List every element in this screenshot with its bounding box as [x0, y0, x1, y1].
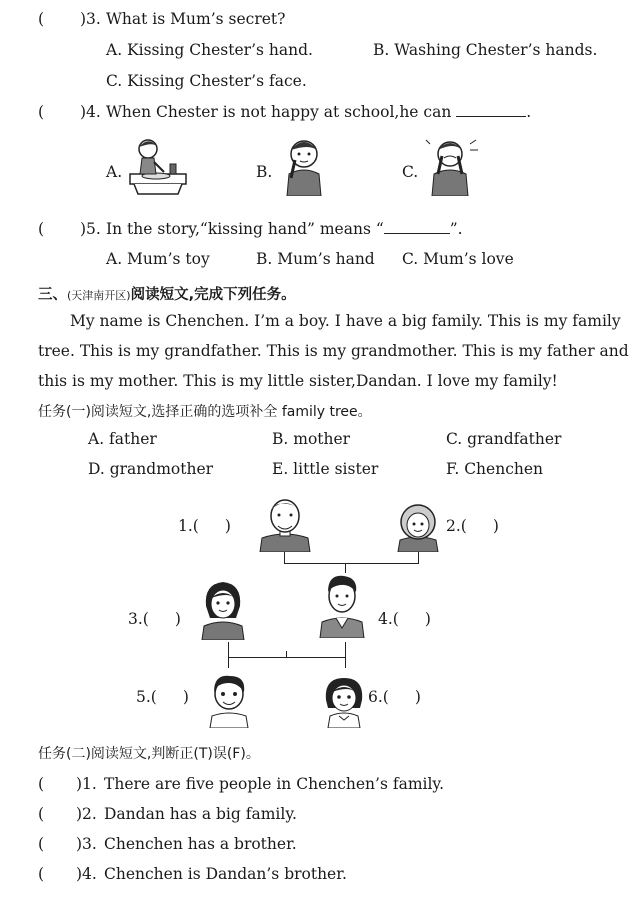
task-1-option-c: C. grandfather: [446, 430, 562, 448]
q4-picture-b-boy-touching-cheek: [279, 134, 329, 196]
tree-line: [228, 642, 229, 658]
q4-label-c: C.: [402, 163, 419, 181]
task-2-item-3: Chenchen has a brother.: [104, 835, 297, 853]
section-3-title: 阅读短文,完成下列任务。: [130, 287, 296, 303]
task-2-item-3-paren[interactable]: (: [38, 835, 45, 853]
section-3-heading: [38, 283, 296, 304]
q3-option-c: C. Kissing Chester’s face.: [106, 72, 307, 90]
q4-label-a: A.: [106, 163, 123, 181]
section-3-source: (天津南开区): [67, 289, 131, 302]
q5-option-b: B. Mum’s hand: [256, 250, 375, 268]
q5-text-end: ”.: [449, 220, 463, 238]
task-2-item-2-number: )2.: [76, 805, 97, 823]
passage-line-1: My name is Chenchen. I’m a boy. I have a big family. This is my family: [70, 312, 621, 330]
q5-paren[interactable]: (: [38, 220, 45, 238]
tree-slot-5[interactable]: 5.( ): [136, 688, 189, 706]
task-2-item-4-paren[interactable]: (: [38, 865, 45, 883]
tree-line: [345, 658, 346, 668]
task-1-option-b: B. mother: [272, 430, 351, 448]
tree-line: [228, 658, 229, 668]
chenchen-picture: [206, 672, 252, 728]
grandmother-picture: [394, 500, 442, 552]
tree-slot-2[interactable]: 2.( ): [446, 517, 499, 535]
q4-label-b: B.: [256, 163, 273, 181]
q5-option-c: C. Mum’s love: [402, 250, 514, 268]
tree-slot-4[interactable]: 4.( ): [378, 610, 431, 628]
father-picture: [318, 572, 366, 638]
q3-text: What is Mum’s secret?: [106, 10, 286, 28]
task-1-heading: 任务(一)阅读短文,选择正确的选项补全 family tree。: [38, 404, 372, 420]
task-2-item-1: There are five people in Chenchen’s family.: [104, 775, 445, 793]
section-3-prefix: 三、: [38, 287, 67, 303]
q4-number: )4.: [80, 103, 101, 121]
mother-picture: [200, 578, 246, 640]
q3-option-a: A. Kissing Chester’s hand.: [106, 41, 313, 59]
q3-number: )3.: [80, 10, 101, 28]
dandan-picture: [322, 674, 366, 728]
task-1-option-e: E. little sister: [272, 460, 379, 478]
q4-text-body: When Chester is not happy at school,he can: [106, 103, 452, 121]
q4-text: [106, 103, 531, 121]
tree-line: [345, 642, 346, 658]
q5-text-body: In the story,“kissing hand” means “: [106, 220, 384, 238]
task-1-option-a: A. father: [88, 430, 157, 448]
q5-answer-blank[interactable]: [384, 221, 450, 234]
tree-slot-3[interactable]: 3.( ): [128, 610, 181, 628]
q3-option-b: B. Washing Chester’s hands.: [373, 41, 598, 59]
task-2-heading: 任务(二)阅读短文,判断正(T)误(F)。: [38, 746, 260, 762]
task-1-option-f: F. Chenchen: [446, 460, 544, 478]
tree-line: [286, 651, 287, 658]
q4-picture-c-upset-boy: [424, 134, 480, 196]
tree-slot-6[interactable]: 6.( ): [368, 688, 421, 706]
q4-text-end: .: [526, 103, 532, 121]
q5-number: )5.: [80, 220, 101, 238]
tree-line: [228, 657, 346, 658]
passage-line-3: this is my mother. This is my little sister,Dandan. I love my family!: [38, 372, 558, 390]
task-2-item-2: Dandan has a big family.: [104, 805, 297, 823]
task-2-item-2-paren[interactable]: (: [38, 805, 45, 823]
task-1-option-d: D. grandmother: [88, 460, 214, 478]
passage-line-2: tree. This is my grandfather. This is my grandmother. This is my father and: [38, 342, 629, 360]
task-2-item-4: Chenchen is Dandan’s brother.: [104, 865, 347, 883]
q4-answer-blank[interactable]: [456, 104, 526, 117]
task-2-item-1-number: )1.: [76, 775, 97, 793]
tree-line: [284, 563, 419, 564]
task-2-item-3-number: )3.: [76, 835, 97, 853]
q5-option-a: A. Mum’s toy: [106, 250, 210, 268]
task-2-item-4-number: )4.: [76, 865, 97, 883]
task-2-item-1-paren[interactable]: (: [38, 775, 45, 793]
tree-slot-1[interactable]: 1.( ): [178, 517, 231, 535]
grandfather-picture: [258, 496, 312, 552]
passage: [38, 306, 629, 396]
q5-text: [106, 220, 463, 238]
q3-paren[interactable]: (: [38, 10, 45, 28]
q4-picture-a-boy-washing-hands: [126, 134, 188, 196]
q4-paren[interactable]: (: [38, 103, 45, 121]
